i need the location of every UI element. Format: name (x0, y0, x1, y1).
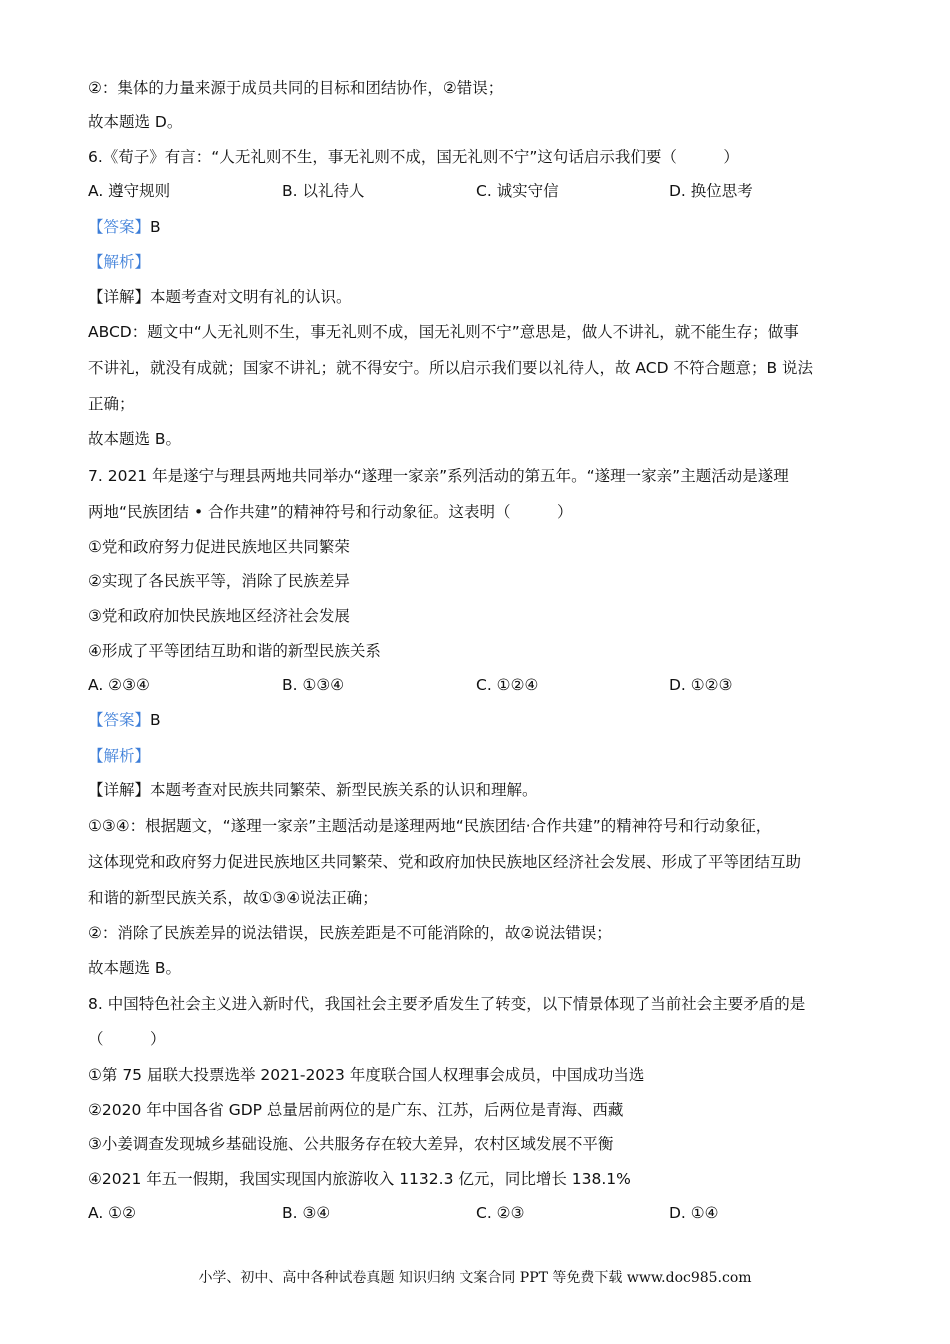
q6-option-b: B. 以礼待人 (282, 182, 365, 200)
q8-stem-2: （ ） (88, 1030, 166, 1048)
q7-option-d: D. ①②③ (669, 676, 733, 694)
q6-option-a: A. 遵守规则 (88, 182, 171, 200)
q6-conclusion: 故本题选 B。 (88, 430, 182, 448)
q7-explanation-2: 这体现党和政府努力促进民族地区共同繁荣、党和政府加快民族地区经济社会发展、形成了平等团结互助 (88, 853, 802, 871)
prev-explanation: ②：集体的力量来源于成员共同的目标和团结协作，②错误； (88, 79, 504, 97)
q8-item-3: ③小姜调查发现城乡基础设施、公共服务存在较大差异，农村区域发展不平衡 (88, 1135, 614, 1153)
q7-item-1: ①党和政府努力促进民族地区共同繁荣 (88, 538, 350, 556)
q7-option-a: A. ②③④ (88, 676, 150, 694)
q8-item-2: ②2020 年中国各省 GDP 总量居前两位的是广东、江苏，后两位是青海、西藏 (88, 1101, 624, 1119)
answer-tag: 【答案】 (88, 711, 151, 729)
q8-option-c: C. ②③ (476, 1204, 525, 1222)
q6-option-d: D. 换位思考 (669, 182, 753, 200)
q6-detail: 【详解】本题考查对文明有礼的认识。 (88, 288, 352, 306)
q8-option-a: A. ①② (88, 1204, 136, 1222)
q7-item-2: ②实现了各民族平等，消除了民族差异 (88, 572, 350, 590)
answer-tag: 【答案】 (88, 218, 151, 236)
q6-answer-value: B (150, 218, 161, 236)
q7-conclusion: 故本题选 B。 (88, 959, 182, 977)
q6-analysis-tag: 【解析】 (88, 253, 151, 271)
q7-option-b: B. ①③④ (282, 676, 345, 694)
q7-answer (88, 709, 890, 731)
page-footer: 小学、初中、高中各种试卷真题 知识归纳 文案合同 PPT 等免费下载 www.doc985.com (198, 1270, 752, 1286)
q8-stem-1: 8. 中国特色社会主义进入新时代，我国社会主要矛盾发生了转变，以下情景体现了当前社会主要矛盾的是 (88, 995, 806, 1013)
q7-explanation-1: ①③④：根据题文，“遂理一家亲”主题活动是遂理两地“民族团结·合作共建”的精神符号和行动象征， (88, 817, 772, 835)
q8-item-4: ④2021 年五一假期，我国实现国内旅游收入 1132.3 亿元，同比增长 138.1% (88, 1170, 631, 1188)
q7-explanation-4: ②：消除了民族差异的说法错误，民族差距是不可能消除的，故②说法错误； (88, 924, 612, 942)
q7-explanation-3: 和谐的新型民族关系，故①③④说法正确； (88, 889, 378, 907)
q7-option-c: C. ①②④ (476, 676, 539, 694)
q6-explanation-2: 不讲礼，就没有成就；国家不讲礼；就不得安宁。所以启示我们要以礼待人，故 ACD 不符合题意；B 说法 (88, 359, 814, 377)
prev-conclusion: 故本题选 D。 (88, 113, 183, 131)
q6-explanation-3: 正确； (88, 395, 135, 413)
q7-item-4: ④形成了平等团结互助和谐的新型民族关系 (88, 642, 381, 660)
q7-item-3: ③党和政府加快民族地区经济社会发展 (88, 607, 350, 625)
q7-answer-value: B (150, 711, 161, 729)
q6-stem: 6.《荀子》有言：“人无礼则不生，事无礼则不成，国无礼则不宁”这句话启示我们要（ ） (88, 148, 739, 166)
q7-stem-1: 7. 2021 年是遂宁与理县两地共同举办“遂理一家亲”系列活动的第五年。“遂理一家亲”主题活动是遂理 (88, 467, 789, 485)
q8-item-1: ①第 75 届联大投票选举 2021-2023 年度联合国人权理事会成员，中国成功当选 (88, 1066, 645, 1084)
q6-option-c: C. 诚实守信 (476, 182, 559, 200)
q8-option-b: B. ③④ (282, 1204, 331, 1222)
q7-detail: 【详解】本题考查对民族共同繁荣、新型民族关系的认识和理解。 (88, 781, 538, 799)
q6-answer (88, 216, 890, 238)
q6-explanation-1: ABCD：题文中“人无礼则不生，事无礼则不成，国无礼则不宁”意思是，做人不讲礼，就不能生存；做事 (88, 323, 799, 341)
q7-stem-2: 两地“民族团结 • 合作共建”的精神符号和行动象征。这表明（ ） (88, 503, 573, 521)
q7-analysis-tag: 【解析】 (88, 747, 151, 765)
q8-option-d: D. ①④ (669, 1204, 719, 1222)
